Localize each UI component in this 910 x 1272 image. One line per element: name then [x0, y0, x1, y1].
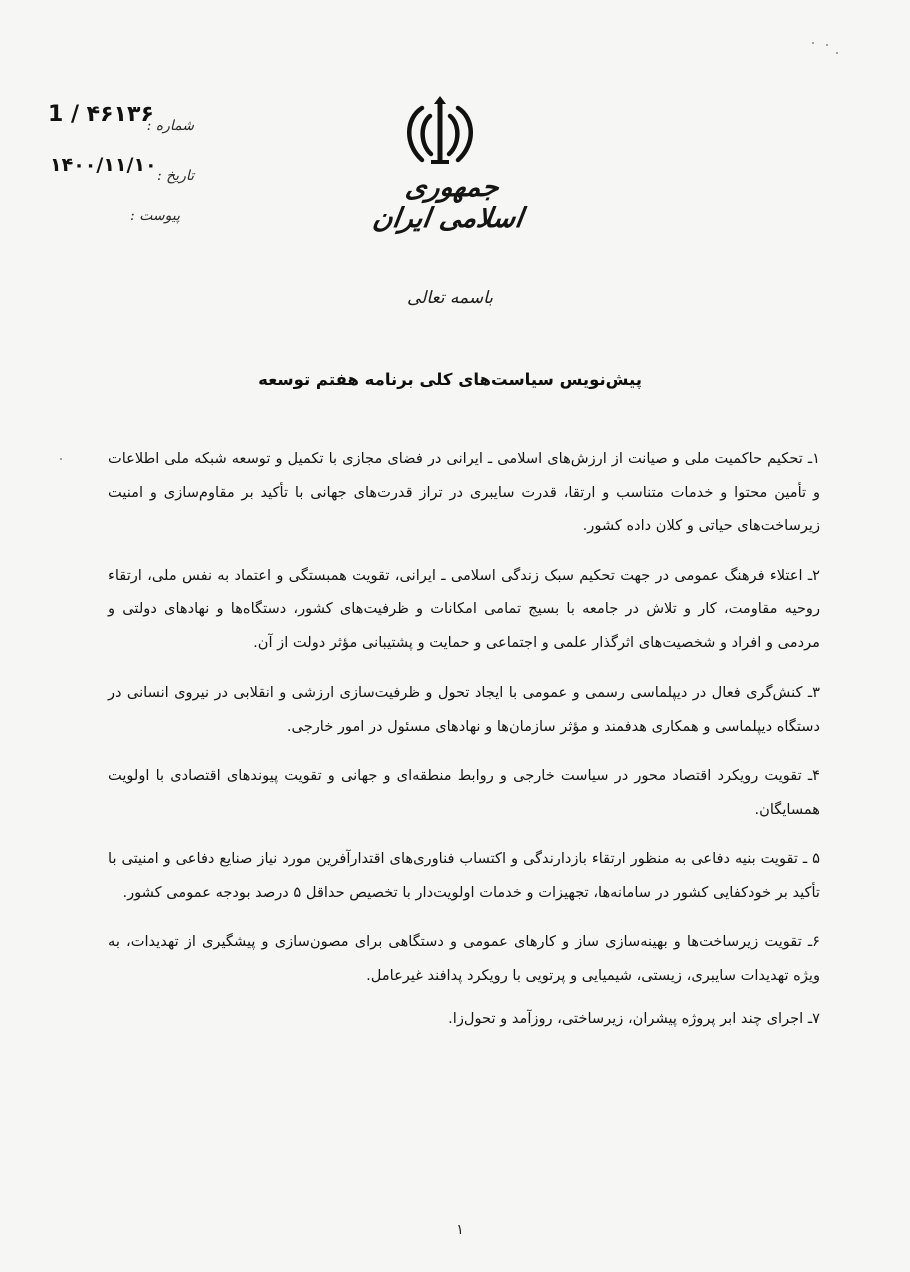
attachment-label: پیوست :	[130, 208, 180, 224]
scan-speck	[812, 42, 814, 44]
letter-date-row	[44, 154, 194, 194]
document-title: پیش‌نویس سیاست‌های کلی برنامه هفتم توسعه	[258, 370, 642, 389]
attachment-row	[44, 206, 194, 246]
scan-speck	[826, 44, 828, 46]
letter-number-row	[44, 100, 194, 140]
besmeh-heading: باسمه تعالی	[407, 288, 493, 308]
policy-item-1: ۱ـ تحکیم حاکمیت ملی و صیانت از ارزش‌های اسلامی ـ ایرانی در فضای مجازی با تکمیل و توسعه شبکه ملی اطلاعات و تأمین محتوا و خدمات متناسب و ارتقا، قدرت سایبری در تراز قدرت‌های جهانی با تأکید بر مقاوم‌سازی و امنیت زیرساخت‌های حیاتی و کلان داده کشور.	[108, 450, 820, 534]
letter-date-value: ۱۴۰۰/۱۱/۱۰	[50, 154, 157, 176]
letter-number-label: شماره :	[146, 118, 194, 134]
letter-date-label: تاریخ :	[156, 168, 194, 184]
page-number: ۱	[456, 1222, 464, 1238]
policy-item-7: ۷ـ اجرای چند ابر پروژه پیشران، زیرساختی، روزآمد و تحول‌زا.	[448, 1010, 820, 1027]
policy-item-2: ۲ـ اعتلاء فرهنگ عمومی در جهت تحکیم سبک زندگی اسلامی ـ ایرانی، تقویت همبستگی و اعتماد به نفس ملی، ارتقاء روحیه مقاومت، کار و تلاش در جامعه با بسیج تمامی امکانات و ظرفیت‌های کشور، دستگاه‌ها و نهادهای دولتی و مردمی و افراد و شخصیت‌های اثرگذار علمی و اجتماعی و حمایت و پشتیبانی مؤثر دولت از آن.	[108, 566, 820, 651]
iran-emblem-icon	[400, 94, 480, 170]
government-name: جمهوری اسلامی ایران	[370, 172, 525, 234]
policy-item-6: ۶ـ تقویت زیرساخت‌ها و بهینه‌سازی ساز و کارهای عمومی و دستگاهی برای مصون‌سازی و پیشگیری از تهدیدات، به ویژه تهدیدات سایبری، زیستی، شیمیایی و پرتویی با رویکرد پدافند غیرعامل.	[108, 933, 820, 984]
letter-metadata	[44, 100, 194, 250]
scan-speck	[60, 458, 62, 460]
policy-item-5: ۵ ـ تقویت بنیه دفاعی به منظور ارتقاء بازدارندگی و اکتساب فناوری‌های اقتدارآفرین مورد نیاز صنایع دفاعی و امنیتی با تأکید بر خودکفایی کشور در سامانه‌ها، تجهیزات و خدمات اولویت‌دار با تخصیص حداقل ۵ درصد بودجه عمومی کشور.	[108, 850, 820, 901]
letter-number-value: 1 / ۴۶۱۳۶	[48, 102, 154, 127]
policy-item-4: ۴ـ تقویت رویکرد اقتصاد محور در سیاست خارجی و روابط منطقه‌ای و جهانی و تقویت پیوندهای اقتصادی با اولویت همسایگان.	[108, 767, 820, 818]
document-body	[108, 442, 820, 1052]
policy-item-3: ۳ـ کنش‌گری فعال در دیپلماسی رسمی و عمومی با ایجاد تحول و ظرفیت‌سازی ارزشی و انقلابی در نیروی انسانی در دستگاه دیپلماسی و همکاری هدفمند و مؤثر سازمان‌ها و نهادهای مسئول در امور خارجی.	[108, 684, 820, 735]
scan-speck	[836, 52, 838, 54]
